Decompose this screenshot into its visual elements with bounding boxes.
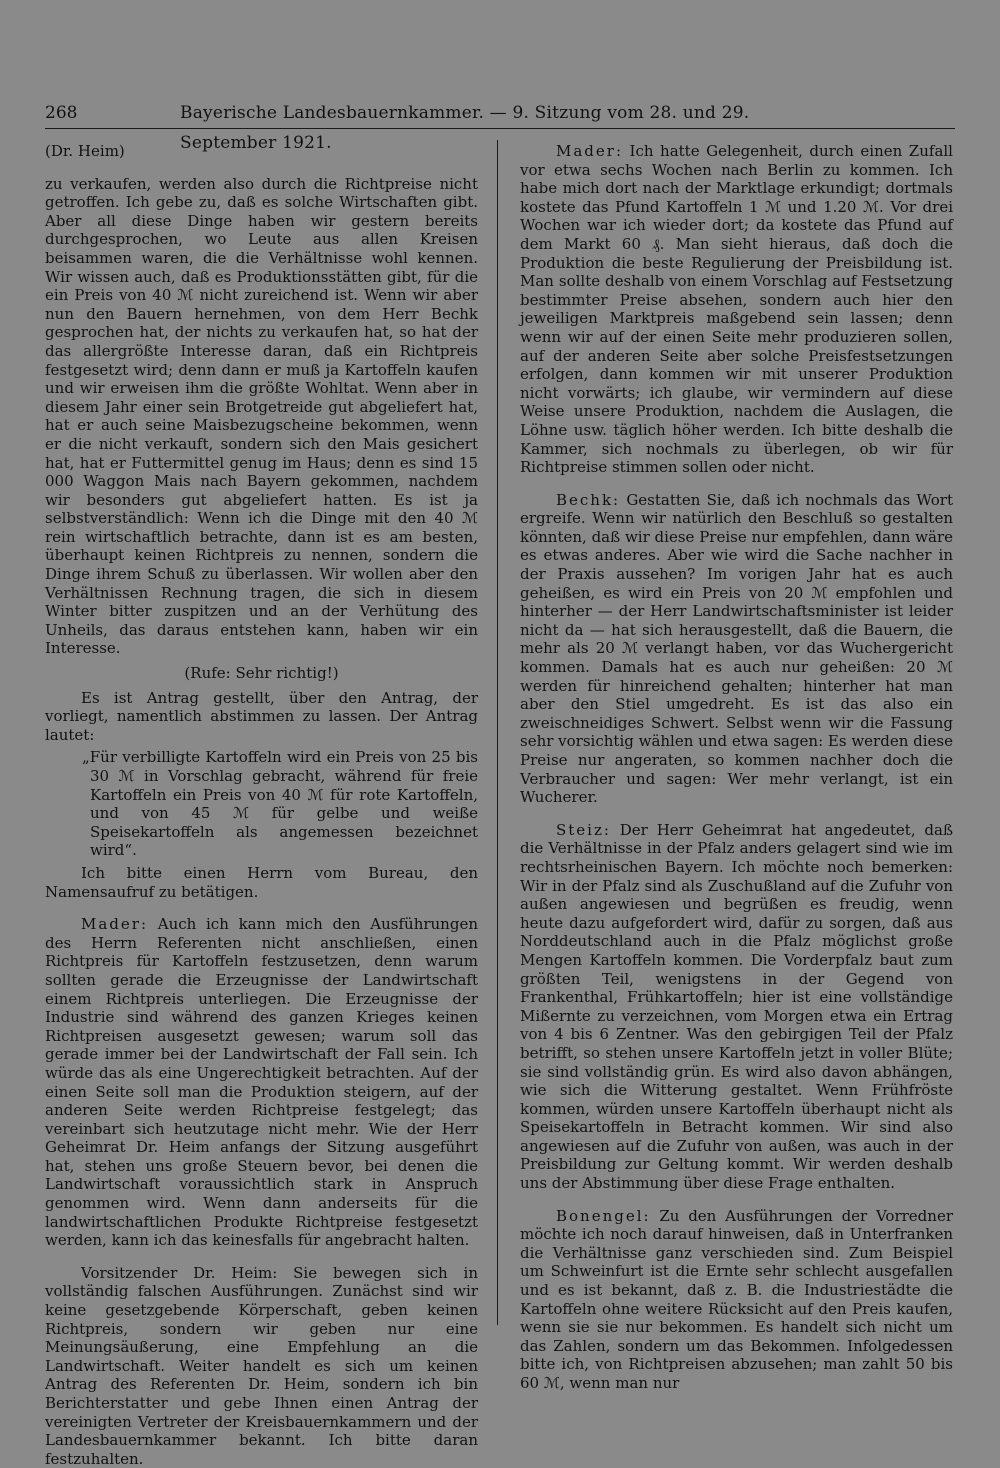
speaker-name: Mader:	[556, 142, 624, 160]
speech-text: Zu den Ausführungen der Vorredner möchte ich noch darauf hinweisen, daß in Unterfranken die Verhältnisse ganz verschieden sind. Zum Beispiel um Schweinfurt ist die Ernte sehr schlecht ausgefallen und es ist bekannt, daß z. B. die Industriestädte die Kartoffeln ohne weitere Rücksicht auf den Preis kaufen, wenn sie sie nur bekommen. Es handelt sich nicht um das Zahlen, sondern um das Bekommen. Infolgedessen bitte ich, von Richtpreisen abzusehen; man zahlt 50 bis 60 ℳ, wenn man nur	[520, 1206, 953, 1392]
speech-bonengel	[520, 1207, 953, 1393]
speaker-name: Vorsitzender Dr. Heim:	[81, 1263, 278, 1282]
speaker-name: Steiz:	[556, 820, 611, 839]
speaker-tag: (Dr. Heim)	[45, 142, 125, 160]
speech-text: Sie bewegen sich in vollständig falschen Ausführungen. Zunächst sind wir keine gesetzgebende Körperschaft, geben keinen Richtpreis, sondern wir geben nur eine Meinungsäußerung, eine Empfehlung an die Landwirtschaft. Weiter handelt es sich um keinen Antrag des Referenten Dr. Heim, sondern ich bin Berichterstatter und gebe Ihnen einen Antrag der vereinigten Vertreter der Kreisbauernkammern und der Landesbauernkammer bekannt. Ich bitte daran festzuhalten.	[45, 1263, 478, 1468]
speech-text: Ich hatte Gelegenheit, durch einen Zufall vor etwa sechs Wochen nach Berlin zu kommen. Ich habe mich dort nach der Marktlage erkundigt; dortmals kostete das Pfund Kartoffeln 1 ℳ und 1.20 ℳ. Vor drei Wochen war ich wieder dort; da kostete das Pfund auf dem Markt 60 ₰. Man sieht hieraus, daß doch die Produktion die beste Regulierung der Preisbildung ist. Man sollte deshalb von einem Vorschlag auf Festsetzung bestimmter Preise absehen, sondern auch hier den jeweiligen Marktpreis maßgebend sein lassen; denn wenn wir auf der einen Seite mehr produzieren sollen, auf der anderen Seite aber solche Preisfestsetzungen erfolgen, dann kommen wir mit unserer Produktion nicht vorwärts; ich glaube, wir vermindern auf diese Weise unsere Produktion, nachdem die Auslagen, die Löhne usw. täglich höher werden. Ich bitte deshalb die Kammer, sich nochmals zu überlegen, ob wir für Richtpreise stimmen sollen oder nicht.	[520, 142, 953, 477]
speech-steiz	[520, 821, 953, 1193]
paragraph: zu verkaufen, werden also durch die Richtpreise nicht getroffen. Ich gebe zu, daß es solche Wirtschaften gibt. Aber all diese Dinge haben wir gestern bereits durchgesprochen, wo Leute aus allen Kreisen beisammen waren, die die Verhältnisse wohl kennen. Wir wissen auch, daß es Produktionsstätten gibt, für die ein Preis von 40 ℳ nicht zureichend ist. Wenn wir aber nun den Bauern hernehmen, von dem Herr Bechk gesprochen hat, der nichts zu verkaufen hat, so hat der das allergrößte Interesse daran, daß ein Richtpreis festgesetzt wird; denn dann er muß ja Kartoffeln kaufen und wir erweisen ihm die größte Wohltat. Wenn aber in diesem Jahr einer sein Brotgetreide gut abgeliefert hat, hat er auch seine Maisbezugscheine bekommen, wenn er die nicht verkauft, sondern sich den Mais gesichert hat, hat er Futtermittel genug im Haus; denn es sind 15 000 Waggon Mais nach Bayern gekommen, nachdem wir besonders gut abgeliefert hatten. Es ist ja selbstverständlich: Wenn ich die Dinge mit den 40 ℳ rein wirtschaftlich betrachte, dann ist es am besten, überhaupt keinen Richtpreis zu nennen, sondern die Dinge ihrem Schuß zu überlassen. Wir wollen aber den Verhältnissen Rechnung tragen, die sich in diesem Winter bitter zuspitzen und an der Verhütung des Unheils, das daraus entstehen kann, haben wir ein Interesse.	[45, 174, 478, 658]
header-rule	[45, 128, 955, 129]
running-title: Bayerische Landesbauernkammer. — 9. Sitzung vom 28. und 29. September 1921.	[180, 103, 750, 153]
interjection: (Rufe: Sehr richtig!)	[184, 664, 339, 683]
speaker-name: Bonengel:	[556, 1206, 651, 1225]
right-column	[520, 142, 953, 1393]
paragraph: Ich bitte einen Herrn vom Bureau, den Namensaufruf zu betätigen.	[45, 863, 478, 901]
speaker-name: Bechk:	[556, 490, 621, 509]
speech-text: Auch ich kann mich den Ausführungen des Herrn Referenten nicht anschließen, einen Richtpreis für Kartoffeln festzusetzen, denn warum sollten gerade die Erzeugnisse der Landwirtschaft einem Richtpreis unterliegen. Die Erzeugnisse der Industrie sind während des ganzen Krieges keinen Richtpreisen ausgesetzt gewesen; warum soll das gerade immer bei der Landwirtschaft der Fall sein. Ich würde das als eine Ungerechtigkeit betrachten. Auf der einen Seite soll man die Produktion steigern, auf der anderen Seite werden Richtpreise festgelegt; das vereinbart sich heutzutage nicht mehr. Wie der Herr Geheimrat Dr. Heim anfangs der Sitzung ausgeführt hat, stehen uns große Steuern bevor, bei denen die Landwirtschaft voraussichtlich stark in Anspruch genommen wird. Wenn dann anderseits für die landwirtschaftlichen Produkte Richtpreise festgesetzt werden, kann ich das keinesfalls für angebracht halten.	[45, 915, 478, 1250]
speech-mader	[520, 142, 953, 477]
speech-chairman	[45, 1264, 478, 1468]
column-divider	[497, 140, 498, 1325]
speech-mader	[45, 915, 478, 1250]
left-column	[45, 142, 478, 1468]
speaker-name: Mader:	[81, 915, 149, 934]
speech-text: Gestatten Sie, daß ich nochmals das Wort ergreife. Wenn wir natürlich den Beschluß so gestalten könnten, daß wir diese Preise nur empfehlen, dann wäre es etwas anderes. Aber wie wird die Sache nachher in der Praxis aussehen? Im vorigen Jahr hat es auch geheißen, es wird ein Preis von 20 ℳ empfohlen und hinterher — der Herr Landwirtschaftsminister ist leider nicht da — hat sich herausgestellt, daß die Bauern, die mehr als 20 ℳ verlangt haben, vor das Wuchergericht kommen. Damals hat es auch nur geheißen: 20 ℳ werden für hinreichend gehalten; hinterher hat man aber den Stiel umgedreht. Es ist das also ein zweischneidiges Schwert. Selbst wenn wir die Fassung sehr vorsichtig wählen und etwa sagen: Es werden diese Preise nur angeraten, so kommen nachher doch die Verbraucher und sagen: Wer mehr verlangt, ist ein Wucherer.	[520, 490, 953, 807]
speech-bechk	[520, 491, 953, 807]
page-number: 268	[45, 103, 78, 123]
paragraph: Es ist Antrag gestellt, über den Antrag, der vorliegt, namentlich abstimmen zu lassen. Der Antrag lautet:	[45, 688, 478, 744]
speech-text: Der Herr Geheimrat hat angedeutet, daß die Verhältnisse in der Pfalz anders gelagert sind wie im rechtsrheinischen Bayern. Ich möchte noch bemerken: Wir in der Pfalz sind als Zuschußland auf die Zufuhr von außen angewiesen und begrüßen es freudig, wenn heute dazu aufgefordert wird, dafür zu sorgen, daß aus Norddeutschland auch in die Pfalz möglichst große Mengen Kartoffeln kommen. Die Vorderpfalz baut zum größten Teil, wenigstens in der Gegend von Frankenthal, Frühkartoffeln; hier ist eine vollständige Mißernte zu verzeichnen, vom Morgen etwa ein Ertrag von 4 bis 6 Zentner. Was den gebirgigen Teil der Pfalz betrifft, so stehen unsere Kartoffeln jetzt in voller Blüte; sie sind vollständig grün. Es wird also davon abhängen, wie sich die Witterung gestaltet. Wenn Frühfröste kommen, würden unsere Kartoffeln überhaupt nicht als Speisekartoffeln in Betracht kommen. Wir sind also angewiesen auf die Zufuhr von außen, was auch in der Preisbildung zur Geltung kommt. Wir werden deshalb uns der Abstimmung über diese Frage enthalten.	[520, 820, 953, 1193]
motion-quote: „Für verbilligte Kartoffeln wird ein Preis von 25 bis 30 ℳ in Vorschlag gebracht, während für freie Kartoffeln ein Preis von 40 ℳ für rote Kartoffeln, und von 45 ℳ für gelbe und weiße Speisekartoffeln als angemessen bezeichnet wird“.	[82, 748, 478, 860]
